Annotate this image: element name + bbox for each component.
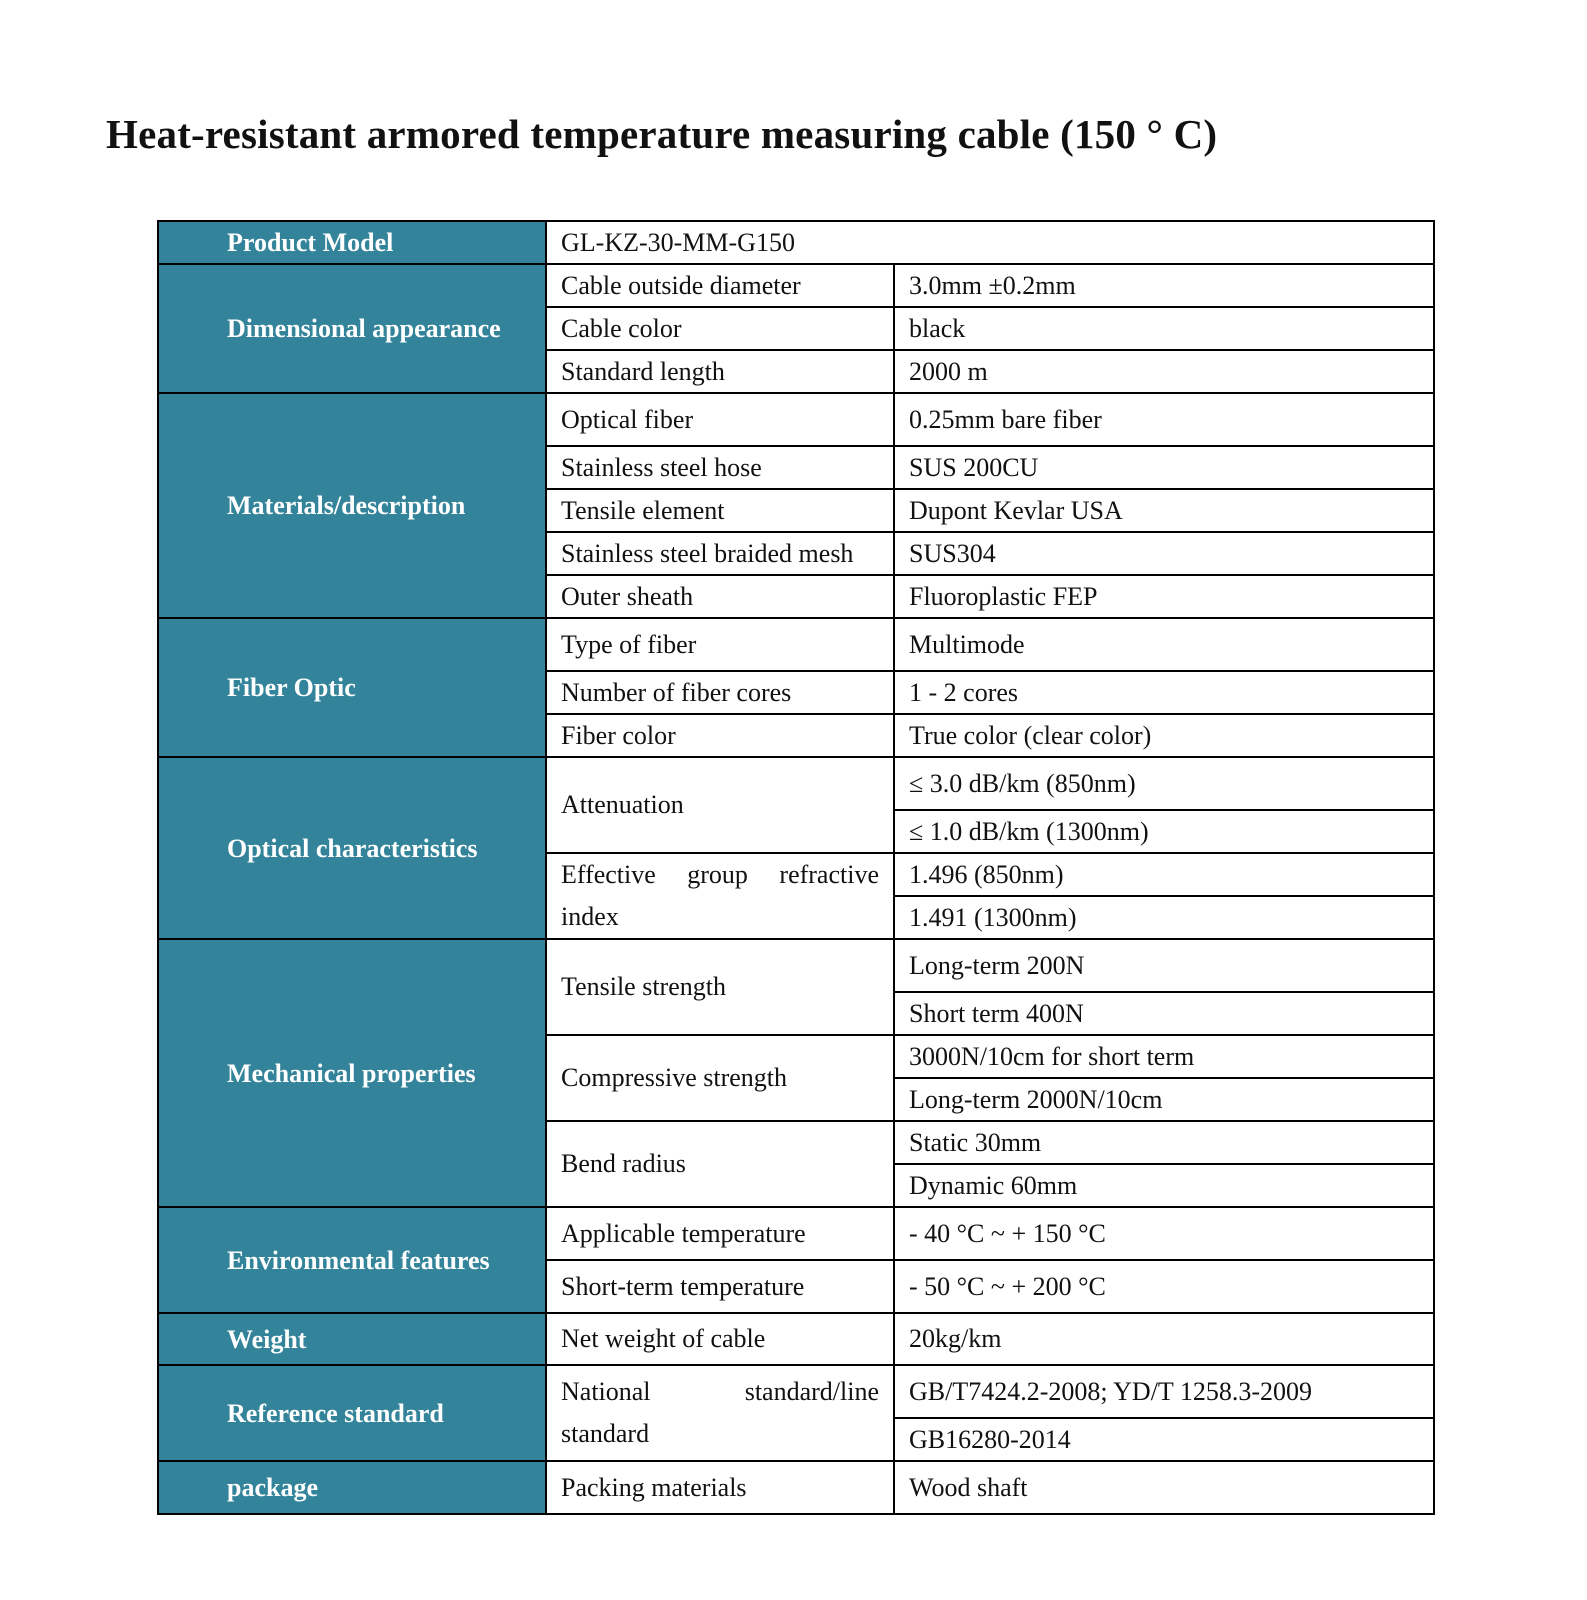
param-cell: Attenuation — [546, 757, 894, 853]
spec-table — [157, 220, 1435, 1515]
param-cell: Stainless steel hose — [546, 446, 894, 489]
value-cell: 0.25mm bare fiber — [894, 393, 1434, 446]
param-cell: Type of fiber — [546, 618, 894, 671]
param-cell: Applicable temperature — [546, 1207, 894, 1260]
value-cell: 3000N/10cm for short term — [894, 1035, 1434, 1078]
category-mechanical-properties: Mechanical properties — [158, 939, 546, 1207]
param-cell: Stainless steel braided mesh — [546, 532, 894, 575]
value-cell: 20kg/km — [894, 1313, 1434, 1365]
table-row — [158, 393, 1434, 446]
table-row — [158, 1313, 1434, 1365]
param-cell: Compressive strength — [546, 1035, 894, 1121]
param-cell: Cable outside diameter — [546, 264, 894, 307]
value-cell: - 50 °C ~ + 200 °C — [894, 1260, 1434, 1313]
category-fiber-optic: Fiber Optic — [158, 618, 546, 757]
value-cell: 3.0mm ±0.2mm — [894, 264, 1434, 307]
value-cell: Long-term 2000N/10cm — [894, 1078, 1434, 1121]
table-row — [158, 221, 1434, 264]
category-optical-characteristics: Optical characteristics — [158, 757, 546, 939]
value-cell: Dynamic 60mm — [894, 1164, 1434, 1207]
value-cell: 1.491 (1300nm) — [894, 896, 1434, 939]
value-cell: - 40 °C ~ + 150 °C — [894, 1207, 1434, 1260]
value-cell: GB16280-2014 — [894, 1418, 1434, 1461]
param-cell: Tensile element — [546, 489, 894, 532]
param-cell: Number of fiber cores — [546, 671, 894, 714]
value-cell: Fluoroplastic FEP — [894, 575, 1434, 618]
value-cell: Dupont Kevlar USA — [894, 489, 1434, 532]
param-cell: Optical fiber — [546, 393, 894, 446]
category-materials-description: Materials/description — [158, 393, 546, 618]
param-cell: Effective group refractive index — [546, 853, 894, 939]
value-cell: Short term 400N — [894, 992, 1434, 1035]
value-cell: Long-term 200N — [894, 939, 1434, 992]
param-cell: Fiber color — [546, 714, 894, 757]
value-cell: ≤ 1.0 dB/km (1300nm) — [894, 810, 1434, 853]
table-row — [158, 264, 1434, 307]
param-cell: Short-term temperature — [546, 1260, 894, 1313]
category-dimensional-appearance: Dimensional appearance — [158, 264, 546, 393]
category-product-model: Product Model — [158, 221, 546, 264]
value-cell: 1.496 (850nm) — [894, 853, 1434, 896]
table-row — [158, 618, 1434, 671]
table-row — [158, 1207, 1434, 1260]
table-row — [158, 757, 1434, 810]
value-cell: GL-KZ-30-MM-G150 — [546, 221, 1434, 264]
value-cell: Static 30mm — [894, 1121, 1434, 1164]
value-cell: Multimode — [894, 618, 1434, 671]
value-cell: SUS304 — [894, 532, 1434, 575]
category-reference-standard: Reference standard — [158, 1365, 546, 1461]
param-cell: Bend radius — [546, 1121, 894, 1207]
value-cell: Wood shaft — [894, 1461, 1434, 1514]
value-cell: 2000 m — [894, 350, 1434, 393]
value-cell: SUS 200CU — [894, 446, 1434, 489]
param-cell: National standard/line standard — [546, 1365, 894, 1461]
category-weight: Weight — [158, 1313, 546, 1365]
param-cell: Cable color — [546, 307, 894, 350]
param-cell: Net weight of cable — [546, 1313, 894, 1365]
table-row — [158, 1365, 1434, 1418]
param-cell: Outer sheath — [546, 575, 894, 618]
category-environmental-features: Environmental features — [158, 1207, 546, 1313]
param-cell: Standard length — [546, 350, 894, 393]
value-cell: True color (clear color) — [894, 714, 1434, 757]
table-row — [158, 939, 1434, 992]
value-cell: ≤ 3.0 dB/km (850nm) — [894, 757, 1434, 810]
value-cell: GB/T7424.2-2008; YD/T 1258.3-2009 — [894, 1365, 1434, 1418]
table-row — [158, 1461, 1434, 1514]
category-package: package — [158, 1461, 546, 1514]
page-title: Heat-resistant armored temperature measuring cable (150 ° C) — [106, 111, 1218, 157]
value-cell: black — [894, 307, 1434, 350]
param-cell: Tensile strength — [546, 939, 894, 1035]
value-cell: 1 - 2 cores — [894, 671, 1434, 714]
param-cell: Packing materials — [546, 1461, 894, 1514]
